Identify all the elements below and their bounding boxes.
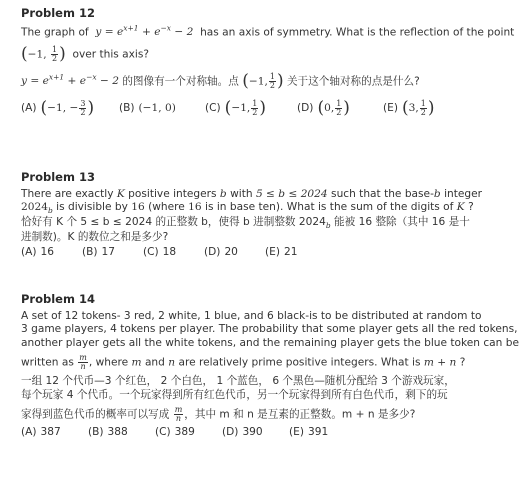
choice-c[interactable]: (C) 18 — [143, 246, 177, 259]
choice-e[interactable]: (E) ( 3, $\frac{1}{2}$ ) — [383, 97, 435, 118]
text-segment: has an axis of symmetry. What is the reflection of the point — [200, 26, 515, 39]
choice-d[interactable]: (D) ( 0, $\frac{1}{2}$ ) — [297, 97, 350, 118]
text-segment: 关于这个轴对称的点是什么? — [286, 75, 420, 88]
problem-text — [21, 24, 513, 40]
choice-a[interactable]: (A) 16 — [21, 246, 54, 259]
problem-title: Problem 13 — [21, 170, 95, 184]
problem-text: (−1, $\frac{1}{2}$ ) over this axis? — [21, 43, 150, 64]
problem-text: A set of 12 tokens- 3 red, 2 white, 1 blue, and 6 black-is to be distributed at random to — [21, 309, 482, 322]
problem-title: Problem 14 — [21, 292, 95, 306]
problem-12 — [21, 6, 513, 117]
problem-text-zh: $y = e^{x+1} + e^{-x} - 2$ 的图像有一个对称轴。点 (−1, $\frac{1}{2}$ ) 关于这个轴对称的点是什么? — [21, 70, 420, 91]
problem-text-zh: 家得到蓝色代币的概率可以写成 $\frac{m}{n}$ ，其中 m 和 n 是互素的正整数。m + n 是多少? — [21, 405, 416, 424]
math-function: $y = e^{x+1} + e^{-x} - 2$ — [92, 23, 197, 39]
problem-text: 3 game players, 4 tokens per player. The probability that some player gets all the red tokens, — [21, 323, 518, 336]
choice-e[interactable]: (E) 21 — [265, 246, 298, 259]
problem-text: another player gets all the white tokens, and the remaining player gets the blue token can be — [21, 336, 519, 349]
math-paren: ) — [59, 43, 66, 64]
choice-a[interactable]: (A) ( −1, − $\frac{3}{2}$ ) — [21, 97, 95, 118]
math-paren: ( — [21, 43, 28, 64]
math-function: $y = e^{x+1} + e^{-x} - 2$ — [21, 72, 123, 88]
text-segment: The graph of — [21, 26, 89, 39]
problem-text: written as $\frac{m}{n}$ , where m and n are relatively prime positive integers. What is m + n ? — [21, 353, 466, 372]
choice-a[interactable]: (A) 387 — [21, 426, 61, 439]
problem-text-zh: 进制数)。K 的数位之和是多少? — [21, 230, 169, 243]
answer-choices — [21, 246, 513, 260]
problem-text: There are exactly K positive integers b with 5 ≤ b ≤ 2024 such that the base-b integer — [21, 187, 483, 200]
choice-c[interactable]: (C) 389 — [155, 426, 195, 439]
choice-d[interactable]: (D) 390 — [222, 426, 263, 439]
choice-b[interactable]: (B) (−1, 0) — [119, 101, 176, 114]
text-segment: over this axis? — [72, 48, 150, 61]
answer-choices — [21, 426, 513, 440]
problem-title: Problem 12 — [21, 6, 95, 20]
problem-14 — [21, 292, 519, 440]
problem-13 — [21, 170, 513, 260]
choice-d[interactable]: (D) 20 — [204, 246, 238, 259]
text-segment: 的图像有一个对称轴。点 — [122, 75, 239, 88]
choice-b[interactable]: (B) 17 — [82, 246, 116, 259]
problem-text: $2024_b$ is divisible by 16 (where 16 is in base ten). What is the sum of the digits of K ? — [21, 201, 474, 216]
math-fraction: $\frac{1}{2}$ — [52, 44, 58, 63]
problem-text-zh: 一组 12 个代币—3 个红色， 2 个白色， 1 个蓝色， 6 个黑色—随机分配给 3 个游戏玩家， — [21, 375, 455, 388]
choice-c[interactable]: (C) ( −1, $\frac{1}{2}$ ) — [205, 97, 267, 118]
choice-b[interactable]: (B) 388 — [88, 426, 128, 439]
problem-text-zh: 每个玩家 4 个代币。一个玩家得到所有红色代币，另一个玩家得到所有白色代币，剩下的玩 — [21, 388, 448, 401]
problem-text-zh: 恰好有 K 个 5 ≤ b ≤ 2024 的正整数 b，使得 b 进制整数 $2024_b$ 能被 16 整除（其中 16 是十 — [21, 215, 470, 231]
choice-e[interactable]: (E) 391 — [289, 426, 329, 439]
answer-choices — [21, 97, 513, 118]
